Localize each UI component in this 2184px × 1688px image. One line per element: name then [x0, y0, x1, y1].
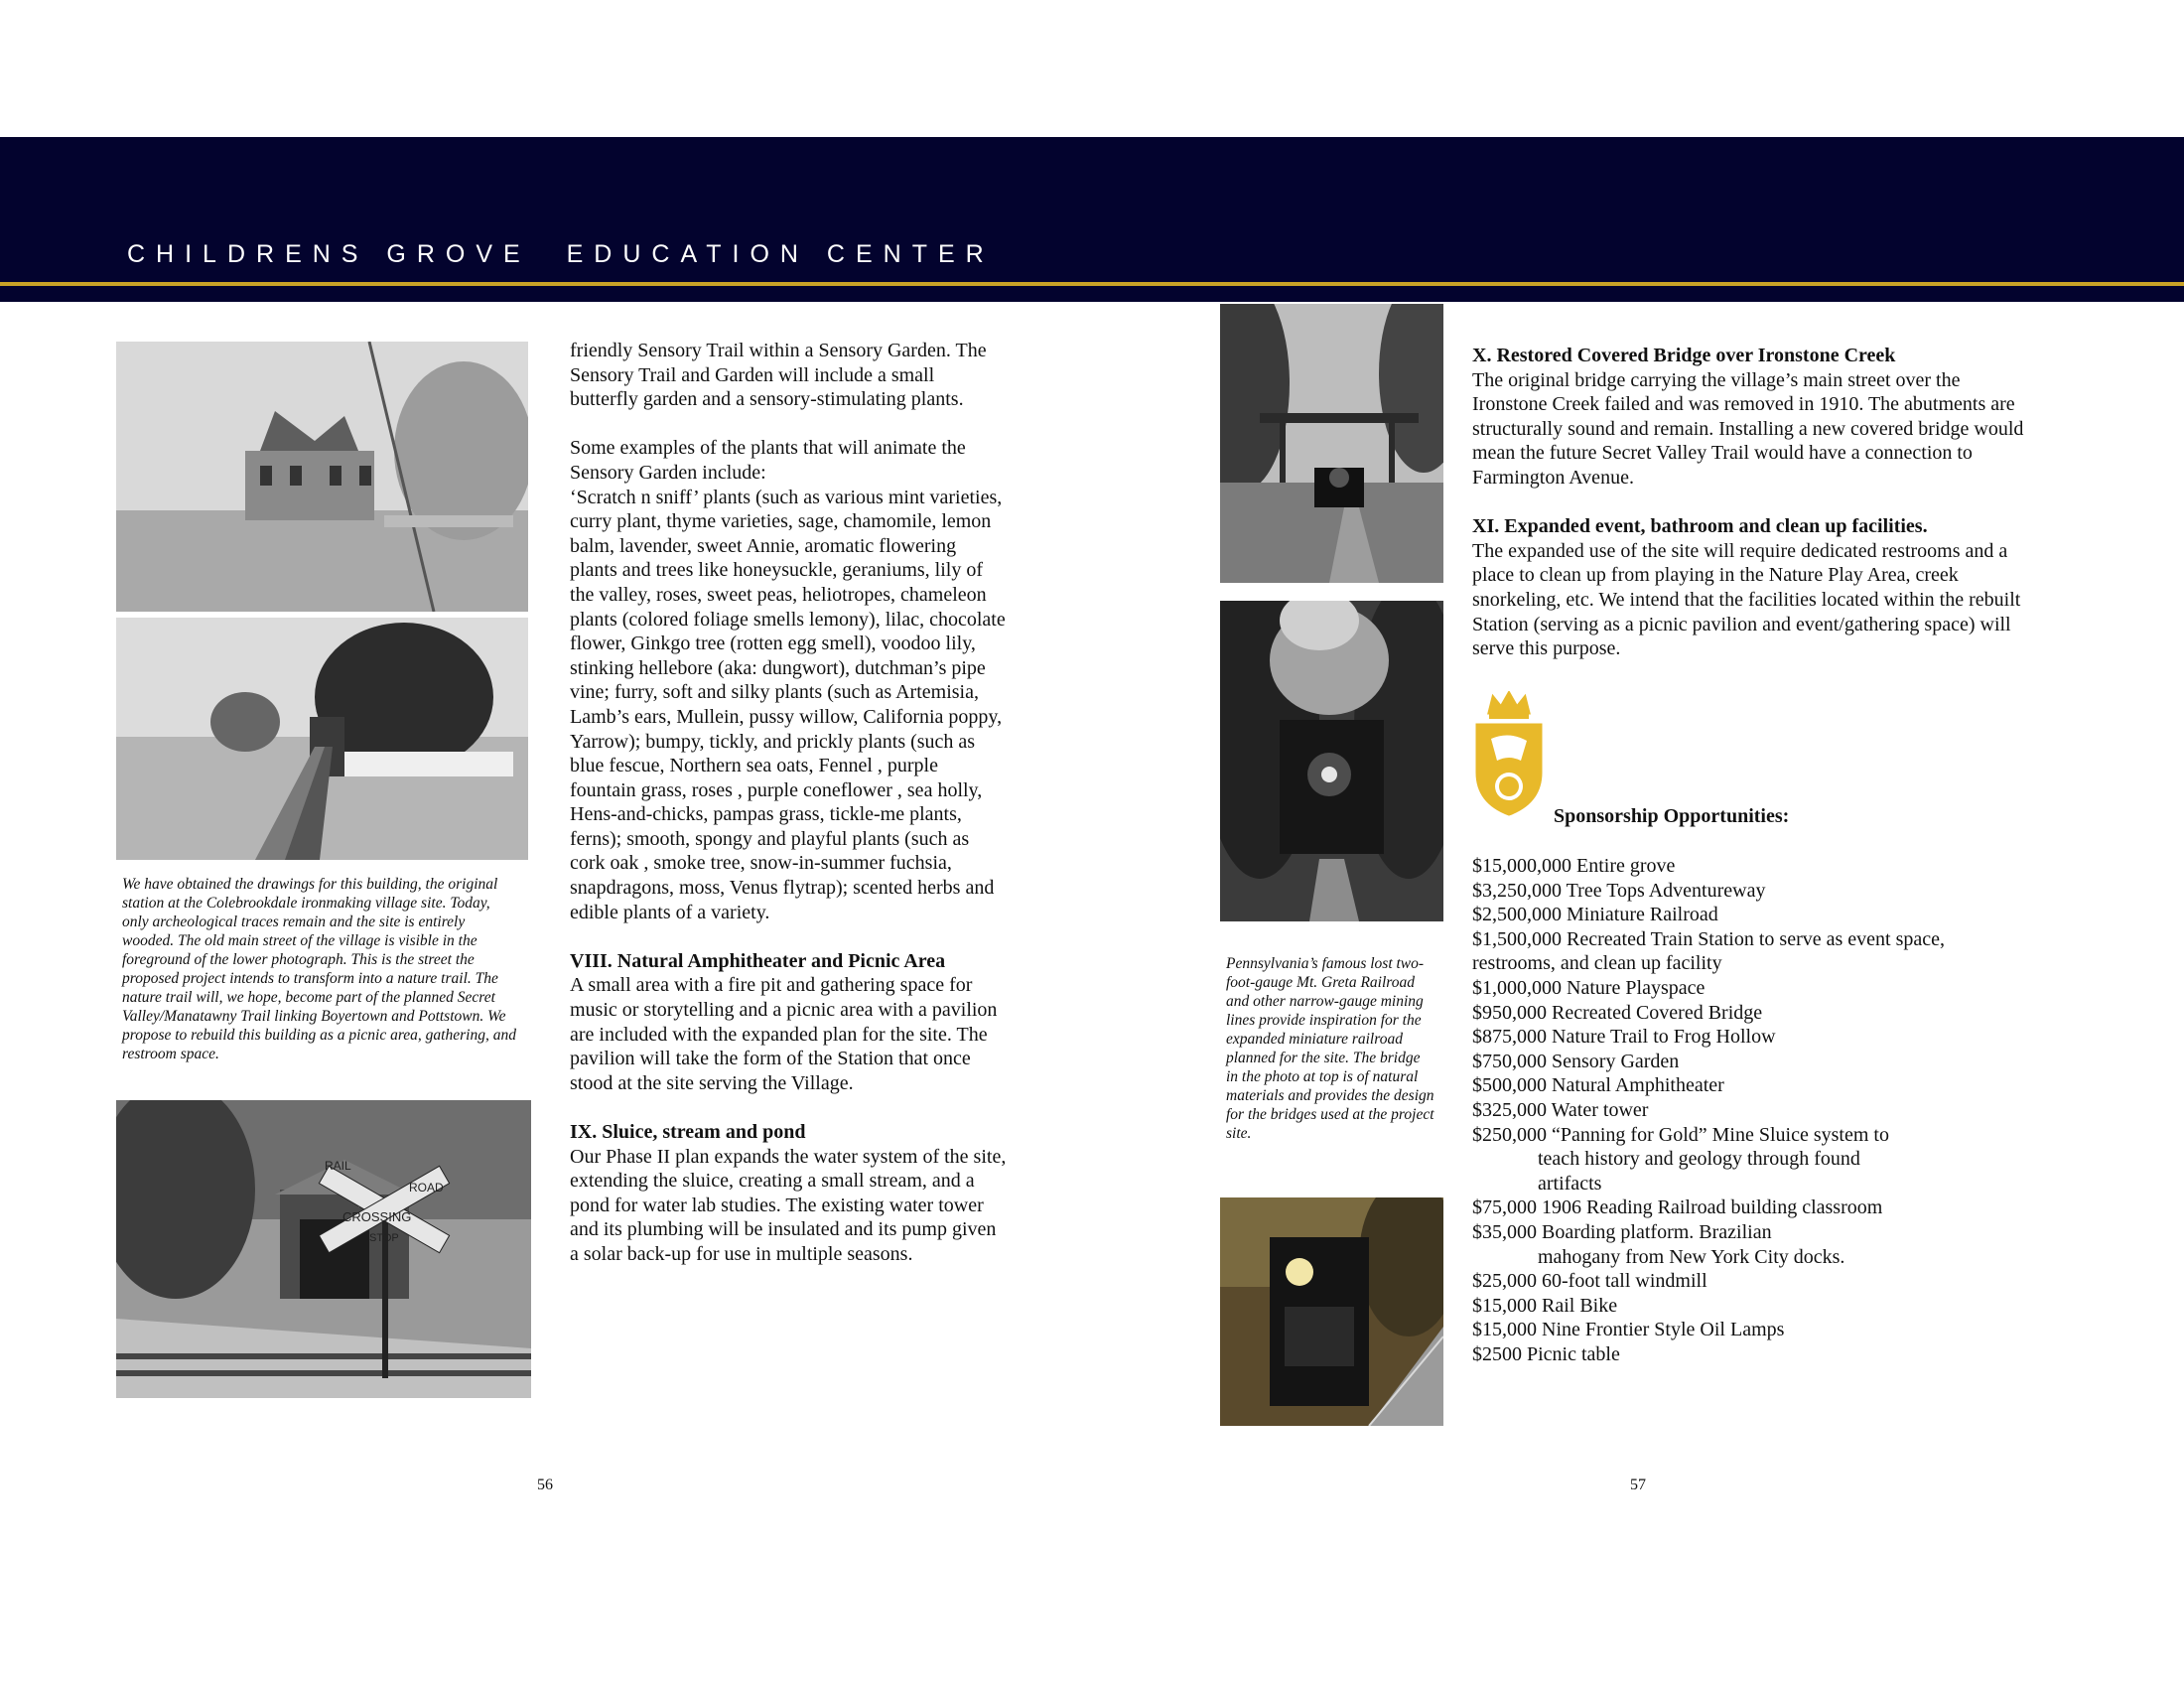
railroad-bridge-photo — [1220, 304, 1443, 583]
sponsorship-item: $15,000,000 Entire grove — [1472, 855, 1676, 877]
page-number-right: 57 — [1630, 1477, 1646, 1493]
crossing-sign-road: ROAD — [409, 1181, 444, 1195]
sponsorship-item: $1,500,000 Recreated Train Station to serve as event space, restrooms, and clean up facility — [1472, 927, 1945, 975]
station-photo-top — [116, 342, 528, 612]
sponsorship-item-platform: $35,000 Boarding platform. Brazilian — [1472, 1220, 1772, 1243]
document-title: CHILDRENS GROVE EDUCATION CENTER — [127, 240, 995, 268]
sponsorship-item: $15,000 Rail Bike — [1472, 1294, 1618, 1317]
sponsorship-item-sluice-cont: teach history and geology through found — [1538, 1148, 1860, 1171]
sensory-trail-paragraph: friendly Sensory Trail within a Sensory Garden. The Sensory Trail and Garden will include a small butterfly garden and a sensory-stimulating plants. — [570, 340, 987, 411]
plants-intro-paragraph: Some examples of the plants that will animate the Sensory Garden include: — [570, 437, 966, 484]
station-caption: We have obtained the drawings for this building, the original station at the Colebrookdale ironmaking village site. Today, only archeological traces remain and the site is entirely wooded. The old main street of the village is visible in the foreground of the lower photograph. This is the street the proposed project intends to transform into a nature trail. The nature trail will, we hope, become part of the planned Secret Valley/Manatawny Trail linking Boyertown and Pottstown. We propose to rebuild this building as a picnic area, gathering, and restroom space. — [122, 876, 516, 1062]
section-x-heading: X. Restored Covered Bridge over Ironstone Creek — [1472, 345, 1896, 366]
sponsorship-item: $325,000 Water tower — [1472, 1098, 1649, 1121]
section-ix-heading: IX. Sluice, stream and pond — [570, 1121, 806, 1143]
plants-list-paragraph: ‘Scratch n sniff’ plants (such as various mint varieties, curry plant, thyme varieties, sage, chamomile, lemon balm, lavender, sweet Annie, aromatic flowering plants and trees like honeysuckle, geraniums, lily of the valley, roses, sweet peas, heliotropes, chameleon plants (colored foliage smells lemony), lilac, chocolate flower, Ginkgo tree (rotten egg smell), voodoo lily, stinking hellebore (aka: dungwort), dutchman’s pipe vine; furry, soft and silky plants (such as Artemisia, Lamb’s ears, Mullein, pussy willow, California poppy, Yarrow); bumpy, tickly, and prickly plants (such as blue fescue, Northern sea oats, Fennel , purple fountain grass, roses , purple coneflower , sea holly, Hens-and-chicks, pampas grass, tickle-me plants, ferns); smooth, spongy and playful plants (such as cork oak , smoke tree, snow-in-summer fuchsia, snapdragons, moss, Venus flytrap); scented herbs and edible plants of a variety. — [570, 486, 1006, 923]
sponsorship-item: $500,000 Natural Amphitheater — [1472, 1074, 1724, 1097]
sponsorship-heading: Sponsorship Opportunities: — [1554, 805, 1790, 827]
sponsorship-item-sluice: $250,000 “Panning for Gold” Mine Sluice system to — [1472, 1123, 1889, 1146]
left-text-column — [570, 339, 1007, 1267]
sponsorship-item-platform-cont: mahogany from New York City docks. — [1538, 1245, 1845, 1268]
station-photo-bottom — [116, 618, 528, 860]
crossing-photo — [116, 1100, 531, 1398]
crossing-sign-stop: STOP — [369, 1232, 399, 1244]
sponsorship-list — [1472, 854, 2028, 1366]
section-xi-heading: XI. Expanded event, bathroom and clean up facilities. — [1472, 515, 1928, 538]
crossing-sign-crossing: CROSSING — [342, 1209, 412, 1224]
crest-logo — [1471, 691, 1547, 820]
railroad-caption: Pennsylvania’s famous lost two-foot-gauge Mt. Greta Railroad and other narrow-gauge mining lines provide inspiration for the expanded miniature railroad planned for the site. The bridge in the photo at top is of natural materials and provides the design for the bridges used at the project site. — [1226, 955, 1434, 1142]
sponsorship-item: $2500 Picnic table — [1472, 1342, 1620, 1365]
sponsorship-item: $2,500,000 Miniature Railroad — [1472, 904, 1718, 926]
crossing-sign-rail: RAIL — [325, 1159, 351, 1173]
sponsorship-item: $3,250,000 Tree Tops Adventureway — [1472, 879, 1766, 902]
sponsorship-item: $25,000 60-foot tall windmill — [1472, 1270, 1707, 1293]
section-x-paragraph: The original bridge carrying the village’s main street over the Ironstone Creek failed and was removed in 1910. The abutments are structurally sound and remain. Installing a new covered bridge would mean the future Secret Valley Trail would have a connection to Farmington Avenue. — [1472, 368, 2024, 489]
right-text-column — [1472, 344, 2028, 661]
sponsorship-item: $950,000 Recreated Covered Bridge — [1472, 1001, 1763, 1024]
steam-locomotive-photo — [1220, 601, 1443, 921]
section-xi-paragraph: The expanded use of the site will require dedicated restrooms and a place to clean up from playing in the Nature Play Area, creek snorkeling, etc. We intend that the facilities located within the rebuilt Station (serving as a picnic pavilion and event/gathering space) will serve this purpose. — [1472, 539, 2021, 660]
miniature-train-photo — [1220, 1197, 1443, 1426]
sponsorship-item-classroom: $75,000 1906 Reading Railroad building classroom — [1472, 1196, 1883, 1219]
sponsorship-item: $750,000 Sensory Garden — [1472, 1050, 1680, 1072]
sponsorship-item: $875,000 Nature Trail to Frog Hollow — [1472, 1026, 1776, 1049]
page-number-left: 56 — [537, 1477, 553, 1493]
sponsorship-item: $15,000 Nine Frontier Style Oil Lamps — [1472, 1319, 1785, 1341]
section-viii-paragraph: A small area with a fire pit and gathering space for music or storytelling and a picnic area with a pavilion are included with the expanded plan for the site. The pavilion will take the form of the Station that once stood at the site serving the Village. — [570, 974, 998, 1094]
header-banner — [0, 137, 2184, 302]
section-ix-paragraph: Our Phase II plan expands the water system of the site, extending the sluice, creating a small stream, and a pond for water lab studies. The existing water tower and its plumbing will be insulated and its pump given a solar back-up for use in multiple seasons. — [570, 1145, 1007, 1265]
sponsorship-item-sluice-cont: artifacts — [1538, 1172, 1602, 1195]
section-viii-heading: VIII. Natural Amphitheater and Picnic Area — [570, 949, 946, 972]
gold-rule — [0, 282, 2184, 286]
sponsorship-item: $1,000,000 Nature Playspace — [1472, 976, 1706, 999]
